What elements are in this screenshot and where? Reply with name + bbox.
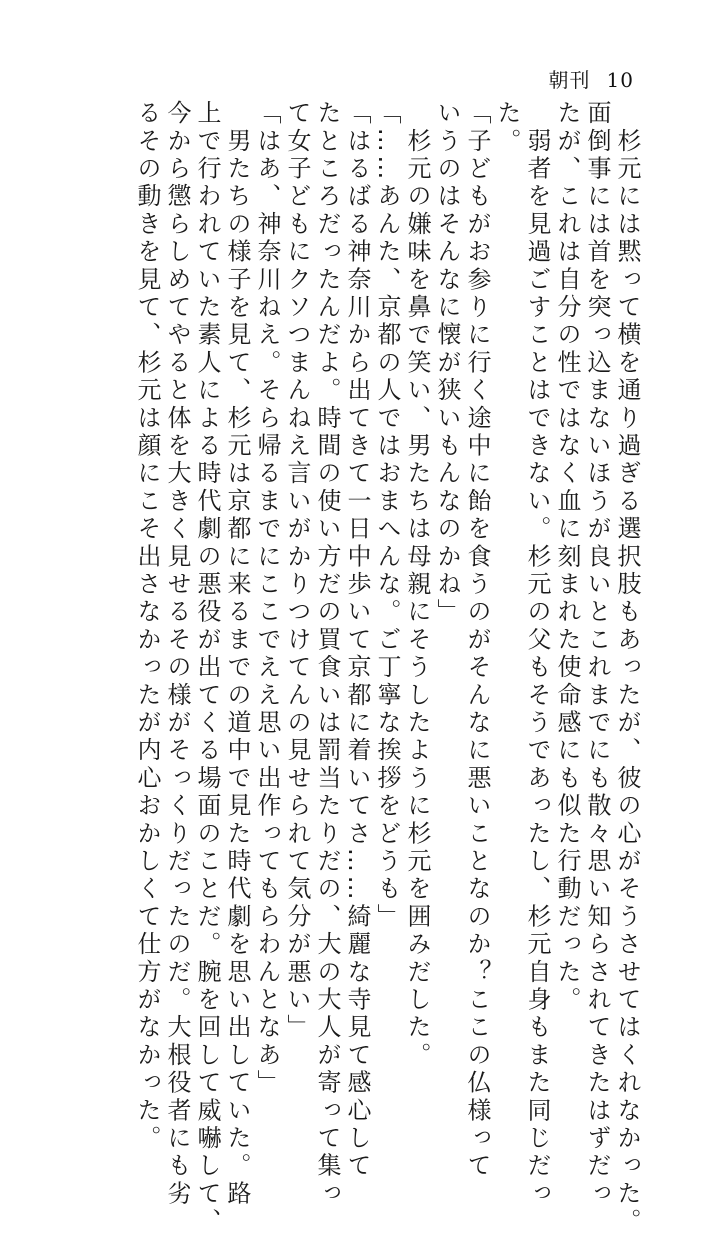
text-column: 弱者を見過ごすことはできない。杉元の父もそうであったし、杉元自身もまた同じだっ	[523, 100, 551, 1208]
text-column: たところだったんだよ。時間の使い方だの買食いは罰当たりだの、大の大人が寄って集っ	[313, 100, 341, 1208]
page-number: 10	[606, 68, 634, 92]
text-column: 杉元には黙って横を通り過ぎる選択肢もあったが、彼の心がそうさせてはくれなかった。	[613, 100, 641, 1236]
text-column: 男たちの様子を見て、杉元は京都に来るまでの道中で見た時代劇を思い出していた。路	[223, 100, 251, 1208]
text-column: 「子どもがお参りに行く途中に飴を食うのがそんなに悪いことなのか？ここの仏様って	[463, 100, 491, 1181]
text-column: 今から懲らしめてやると体を大きく見せるその様がそっくりだったのだ。大根役者にも劣	[163, 100, 191, 1208]
text-column: 杉元の嫌味を鼻で笑い、男たちは母親にそうしたように杉元を囲みだした。	[403, 100, 431, 1070]
text-column: た。	[493, 100, 521, 156]
text-column: 「……あんた、京都の人ではおまへんな。ご丁寧な挨拶をどうも」	[373, 100, 401, 931]
vertical-body-text	[82, 100, 642, 1236]
text-column: いうのはそんなに懐が狭いもんなのかね」	[433, 100, 461, 627]
text-column: て女子どもにクソつまんねえ言いがかりつけてんの見せられて気分が悪い」	[283, 100, 311, 1042]
text-column: たが、これは自分の性ではなく血に刻まれた使命感にも似た行動だった。	[553, 100, 581, 1015]
text-column: るその動きを見て、杉元は顔にこそ出さなかったが内心おかしくて仕方がなかった。	[133, 100, 161, 1153]
text-column: 面倒事には首を突っ込まないほうが良いとこれまでにも散々思い知らされてきたはずだっ	[583, 100, 611, 1208]
text-column: 「はるばる神奈川から出てきて一日中歩いて京都に着いてさ……綺麗な寺見て感心して	[343, 100, 371, 1181]
text-column: 「はあ、神奈川ねえ。そら帰るまでにここでええ思い出作ってもらわんとなあ」	[253, 100, 281, 1098]
section-title: 朝刊	[548, 68, 591, 92]
text-column: 上で行われていた素人による時代劇の悪役が出てくる場面のことだ。腕を回して威嚇して、	[193, 100, 221, 1236]
running-header	[549, 64, 634, 93]
